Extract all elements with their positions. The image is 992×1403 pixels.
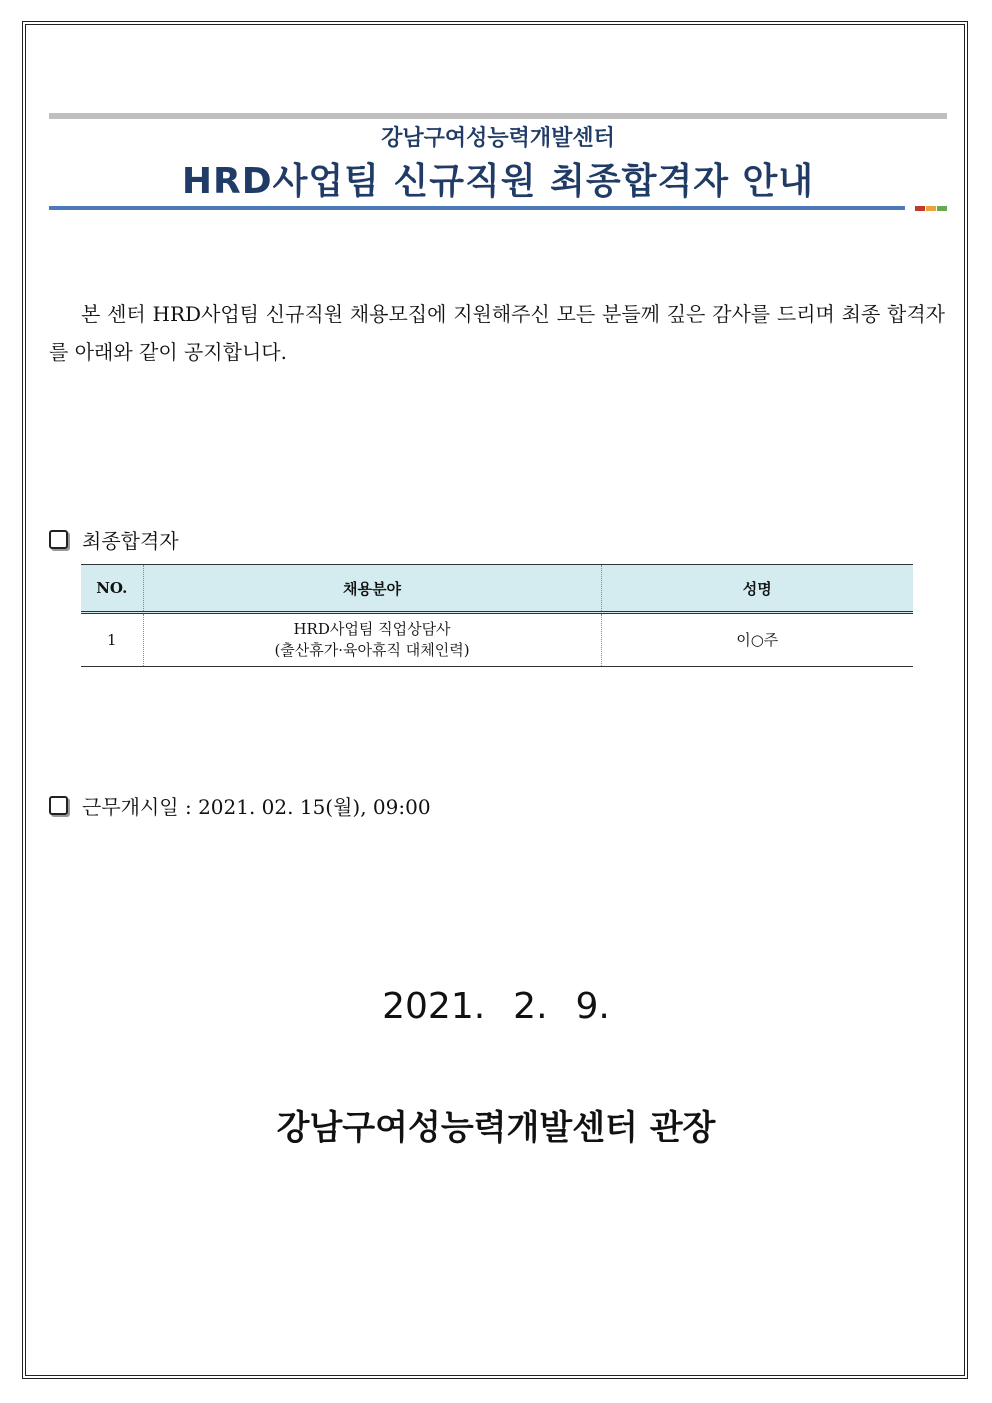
signer-name: 강남구여성능력개발센터 관장 [276,1108,716,1148]
section-finalists-title: 최종합격자 [82,529,179,553]
intro-text: 본 센터 HRD사업팀 신규직원 채용모집에 지원해주신 모든 분들께 깊은 감사를 드리며 최종 합격자를 아래와 같이 공지합니다. [49,302,945,364]
intro-paragraph [49,295,945,371]
table-header-row [81,565,913,613]
cell-name: 이○주 [601,613,913,667]
notice-date [0,986,992,1027]
column-header-no: NO. [81,565,143,613]
date-month: 2. [513,986,548,1027]
start-date-value: : 2021. 02. 15(월), 09:00 [178,795,431,819]
accent-mark-red [915,206,925,211]
accent-mark-green [937,206,947,211]
table-row [81,613,913,667]
cell-field-line1: HRD사업팀 직업상담사 [293,620,451,638]
date-year: 2021. [382,986,486,1027]
accent-mark-orange [926,206,936,211]
cell-field-line2: (출산휴가·육아휴직 대체인력) [274,641,470,659]
section-finalists-heading [49,525,179,554]
checkbox-icon [49,530,68,549]
column-header-field: 채용분야 [143,565,601,613]
header-bottom-rule [49,206,905,210]
checkbox-icon [49,796,68,815]
document-title: HRD사업팀 신규직원 최종합격자 안내 [181,161,815,202]
column-header-name: 성명 [601,565,913,613]
cell-no: 1 [81,613,143,667]
page-border-inner [25,24,965,1376]
organization-name: 강남구여성능력개발센터 [381,126,615,151]
finalists-table [81,564,913,667]
cell-field [143,613,601,667]
start-date-label: 근무개시일 [82,795,179,819]
section-start-date [49,791,431,820]
header-top-rule [49,113,947,119]
date-day: 9. [575,986,610,1027]
